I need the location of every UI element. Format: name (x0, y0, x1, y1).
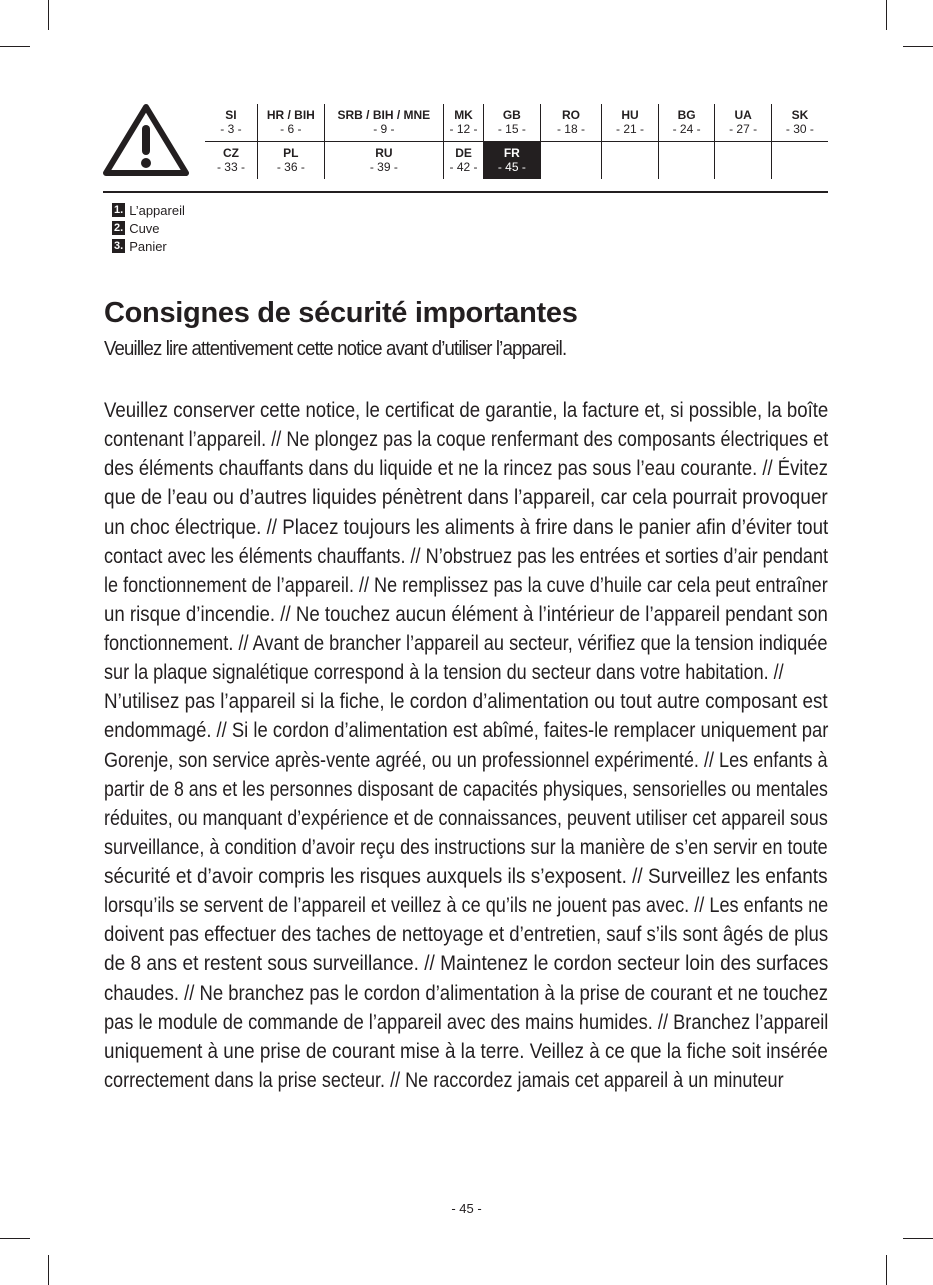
language-page: - 33 - (216, 160, 245, 174)
language-page: - 27 - (729, 122, 758, 136)
legend-number: 2. (114, 222, 124, 234)
legend-number: 3. (114, 240, 124, 252)
language-cell (771, 104, 828, 142)
empty-cell (540, 142, 602, 180)
language-code: MK (454, 108, 473, 122)
language-code: BG (677, 108, 696, 122)
language-code: FR (503, 146, 520, 160)
body-line: N’utilisez pas l’appareil si la fiche, le cordon d’alimentation ou tout autre composant est (104, 690, 828, 714)
language-page: - 15 - (497, 122, 526, 136)
crop-mark (48, 0, 49, 30)
language-code: DE (455, 146, 472, 160)
empty-cell (602, 142, 659, 180)
body-line: doivent pas effectuer des taches de nettoyage et d’entretien, sauf s’ils sont âgés de plus (104, 923, 829, 947)
language-row (205, 104, 828, 142)
language-page: - 45 - (497, 160, 526, 174)
language-page: - 30 - (785, 122, 814, 136)
language-index-table (205, 104, 828, 179)
language-code: HR / BIH (266, 108, 315, 122)
language-code: SRB / BIH / MNE (337, 108, 431, 122)
body-line: surveillance, à condition d’avoir reçu des instructions sur la manière de s’en servir en toute (104, 835, 828, 859)
warning-icon (102, 103, 190, 177)
body-line: sur la plaque signalétique correspond à la tension du secteur dans votre habitation. // (104, 661, 784, 685)
language-cell (324, 104, 443, 142)
empty-cell (658, 142, 715, 180)
language-code: CZ (222, 146, 239, 160)
page-subtitle: Veuillez lire attentivement cette notice avant d’utiliser l’appareil. (104, 338, 567, 360)
language-cell (715, 104, 772, 142)
body-line: partir de 8 ans et les personnes disposant de capacités physiques, sensorielles ou mentales (104, 777, 828, 801)
body-line: un choc électrique. // Placez toujours les aliments à frire dans le panier afin d’éviter tout (104, 515, 829, 539)
crop-mark (886, 1255, 887, 1285)
empty-cell (715, 142, 772, 180)
language-cell (484, 142, 541, 180)
language-page: - 18 - (556, 122, 585, 136)
body-line: contact avec les éléments chauffants. // N’obstruez pas les entrées et sorties d’air pendant (104, 544, 829, 568)
language-cell (540, 104, 602, 142)
language-code: RO (561, 108, 580, 122)
language-cell (257, 142, 324, 180)
legend-label: Cuve (129, 220, 160, 236)
legend-item (112, 237, 185, 255)
language-page: - 6 - (280, 122, 302, 136)
language-code: HU (621, 108, 639, 122)
crop-mark (903, 1238, 933, 1239)
language-cell (484, 104, 541, 142)
body-line: que de l’eau ou d’autres liquides pénètrent dans l’appareil, car cela pourrait provoquer (104, 486, 828, 510)
crop-mark (48, 1255, 49, 1285)
language-page: - 12 - (449, 122, 478, 136)
language-code: RU (375, 146, 393, 160)
language-page: - 21 - (616, 122, 645, 136)
crop-mark (0, 1238, 30, 1239)
language-code: SK (791, 108, 809, 122)
body-line: Gorenje, son service après-vente agréé, ou un professionnel expérimenté. // Les enfants à (104, 748, 828, 772)
body-line: chaudes. // Ne branchez pas le cordon d’alimentation à la prise de courant et ne touchez (104, 981, 829, 1005)
language-cell (205, 142, 257, 180)
body-line: contenant l’appareil. // Ne plongez pas la coque renfermant des composants électriques et (104, 428, 829, 452)
legend-item (112, 219, 185, 237)
body-line: réduites, ou manquant d’expérience et de connaissances, peuvent utiliser cet appareil sous (104, 806, 828, 830)
language-cell (443, 142, 483, 180)
language-page: - 3 - (220, 122, 242, 136)
language-page: - 42 - (449, 160, 478, 174)
crop-mark (903, 46, 933, 47)
body-line: un risque d’incendie. // Ne touchez aucun élément à l’intérieur de l’appareil pendant son (104, 602, 828, 626)
language-code: GB (502, 108, 521, 122)
legend-label: Panier (129, 238, 167, 254)
language-code: SI (225, 108, 237, 122)
body-text (104, 396, 828, 1095)
crop-mark (886, 0, 887, 30)
body-line: uniquement à une prise de courant mise à la terre. Veillez à ce que la fiche soit insérée (104, 1039, 828, 1063)
body-line: fonctionnement. // Avant de brancher l’appareil au secteur, vérifiez que la tension indiquée (104, 632, 828, 655)
language-cell (324, 142, 443, 180)
header-divider (103, 191, 828, 193)
language-cell (602, 104, 659, 142)
language-code: PL (283, 146, 299, 160)
body-line: endommagé. // Si le cordon d’alimentation est abîmé, faites-le remplacer uniquement par (104, 719, 829, 743)
body-line: correctement dans la prise secteur. // Ne raccordez jamais cet appareil à un minuteur (104, 1068, 784, 1092)
language-page: - 9 - (373, 122, 395, 136)
legend-item (112, 201, 185, 219)
language-row (205, 142, 828, 180)
body-line: le fonctionnement de l’appareil. // Ne remplissez pas la cuve d’huile car cela peut entraîner (104, 573, 828, 597)
body-line: lorsqu’ils se servent de l’appareil et veillez à ce qu’ils ne jouent pas avec. // Les enfants ne (104, 894, 829, 918)
body-line: des éléments chauffants dans du liquide et ne la rincez pas sous l’eau courante. // Évitez (104, 457, 828, 481)
page-title: Consignes de sécurité importantes (104, 297, 578, 329)
language-page: - 24 - (672, 122, 701, 136)
parts-legend (112, 201, 185, 255)
language-code: UA (734, 108, 752, 122)
language-page: - 39 - (369, 160, 398, 174)
legend-label: L’appareil (129, 202, 185, 218)
language-cell (443, 104, 483, 142)
body-line: pas le module de commande de l’appareil avec des mains humides. // Branchez l’appareil (104, 1010, 829, 1034)
language-cell (658, 104, 715, 142)
body-line: sécurité et d’avoir compris les risques auxquels ils s’exposent. // Surveillez les enfants (104, 865, 828, 888)
legend-number: 1. (114, 204, 124, 216)
language-page: - 36 - (276, 160, 305, 174)
language-cell (257, 104, 324, 142)
body-line: de 8 ans et restent sous surveillance. // Maintenez le cordon secteur loin des surfaces (104, 952, 829, 976)
page-number: - 45 - (451, 1201, 482, 1216)
language-cell (205, 104, 257, 142)
empty-cell (771, 142, 828, 180)
crop-mark (0, 46, 30, 47)
body-line: Veuillez conserver cette notice, le certificat de garantie, la facture et, si possible, la boîte (104, 399, 829, 422)
